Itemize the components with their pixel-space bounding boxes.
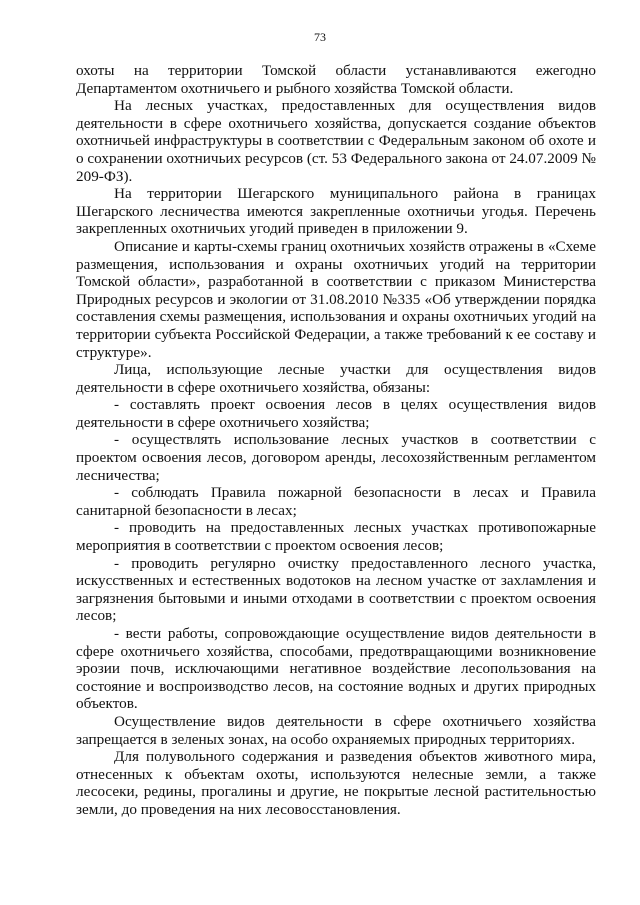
list-item-fire-rules: - соблюдать Правила пожарной безопасности в лесах и Правила санитарной безопасности в лесах; bbox=[76, 484, 596, 519]
list-item-forest-use: - осуществлять использование лесных участков в соответствии с проектом освоения лесов, договором аренды, лесохозяйственным регламентом лесничества; bbox=[76, 431, 596, 484]
list-item-fire-measures: - проводить на предоставленных лесных участках противопожарные мероприятия в соответствии с проектом освоения лесов; bbox=[76, 519, 596, 555]
paragraph-hunting-infrastructure: На лесных участках, предоставленных для осуществления видов деятельности в сфере охотничьего хозяйства, допускается создание объектов охотничьей инфраструктуры в соответствии с Федеральным законом об охоте и о сохранении охотничьих ресурсов (ст. 53 Федерального закона от 24.07.2009 № 209-ФЗ). bbox=[76, 97, 596, 185]
paragraph-obligations-intro: Лица, использующие лесные участки для осуществления видов деятельности в сфере охотничьего хозяйства, обязаны: bbox=[76, 361, 596, 396]
list-item-erosion: - вести работы, сопровождающие осуществление видов деятельности в сфере охотничьего хозяйства, способами, предотвращающими возникновение эрозии почв, исключающими негативное воздействие лесопользования на состояние и воспроизводство лесов, на состояние водных и других природных объектов. bbox=[76, 625, 596, 713]
paragraph-hunting-maps: Описание и карты-схемы границ охотничьих хозяйств отражены в «Схеме размещения, использования и охраны охотничьих угодий на территории Томской области», разработанной в соответствии с приказом Министерства Природных ресурсов и экологии от 31.08.2010 №335 «Об утверждении порядка составления схемы размещения, использования и охраны охотничьих угодий на территории субъекта Российской Федерации, а также требований к ее составу и структуре». bbox=[76, 237, 596, 361]
list-item-cleaning: - проводить регулярно очистку предоставленного лесного участка, искусственных и естественных водотоков на лесном участке от захламления и загрязнения бытовыми и иными отходами в соответствии с проектом освоения лесов; bbox=[76, 554, 596, 625]
paragraph-hunting-limits: охоты на территории Томской области устанавливаются ежегодно Департаментом охотничьего и рыбного хозяйства Томской области. bbox=[76, 62, 596, 97]
paragraph-hunting-grounds: На территории Шегарского муниципального района в границах Шегарского лесничества имеются закрепленные охотничьи угодья. Перечень закрепленных охотничьих угодий приведен в приложении 9. bbox=[76, 185, 596, 238]
page-number: 73 bbox=[314, 30, 326, 44]
paragraph-semi-free-keeping: Для полувольного содержания и разведения объектов животного мира, отнесенных к объектам охоты, используются нелесные земли, а также лесосеки, редины, прогалины и другие, не покрытые лесной растительностью земли, до проведения на них лесовосстановления. bbox=[76, 748, 596, 818]
list-item-forest-project: - составлять проект освоения лесов в целях осуществления видов деятельности в сфере охотничьего хозяйства; bbox=[76, 396, 596, 431]
paragraph-prohibition: Осуществление видов деятельности в сфере охотничьего хозяйства запрещается в зеленых зонах, на особо охраняемых природных территориях. bbox=[76, 712, 596, 748]
document-body bbox=[76, 62, 596, 819]
